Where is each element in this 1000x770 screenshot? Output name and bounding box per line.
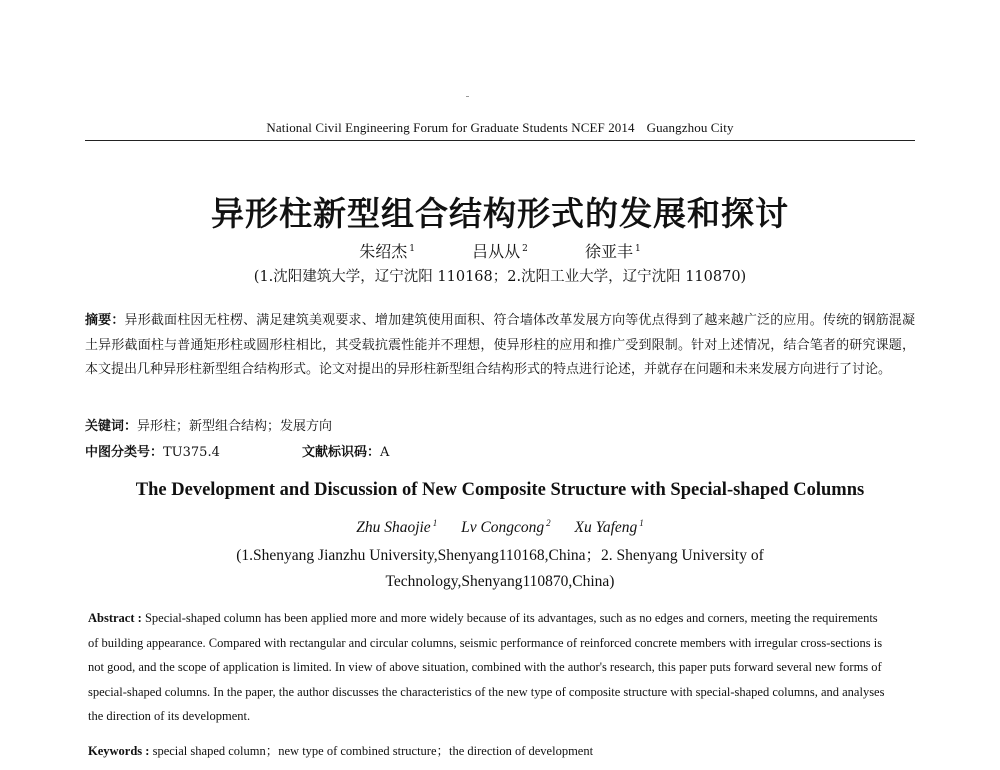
clc-value: TU375.4 (163, 445, 220, 460)
keywords-label-en: Keywords : (88, 744, 150, 758)
abstract-cn (85, 309, 915, 383)
abstract-text-en: Special-shaped column has been applied more and more widely because of its advantages, such as no edges and corners, meeting the requirements of building appearance. Compared with rectangular and circular columns, seismic performance of reinforced concrete members with irregular cross-sections is not good, and the scope of application is limited. In view of above situation, combined with the author's research, this paper puts forward several new forms of special-shaped columns. In the paper, the author discusses the characteristics of the new type of composite structure with special-shaped columns, and analyses the direction of its development. (88, 611, 885, 723)
doc-code-value: A (380, 445, 390, 460)
keywords-en (88, 741, 918, 759)
abstract-text-cn: 异形截面柱因无柱楞、满足建筑美观要求、增加建筑使用面积、符合墙体改革发展方向等优点得到了越来越广泛的应用。传统的钢筋混凝土异形截面柱与普通矩形柱或圆形柱相比，其受载抗震性能并不理想，使异形柱的应用和推广受到限制。针对上述情况，结合笔者的研究课题，本文提出几种异形柱新型组合结构形式。论文对提出的异形柱新型组合结构形式的特点进行论述，并就存在问题和未来发展方向进行了讨论。 (85, 313, 915, 377)
author-cn: 徐亚丰 $^1$ (584, 242, 641, 261)
author-en: Xu Yafeng $^1$ (574, 518, 644, 537)
affiliation-cn: (1.沈阳建筑大学，辽宁沈阳 110168；2.沈阳工业大学，辽宁沈阳 110870) (253, 269, 747, 285)
header-rule (85, 140, 915, 141)
authors-en (0, 518, 1000, 537)
keywords-text-en: special shaped column；new type of combined structure；the direction of development (152, 744, 594, 758)
affiliation-en (0, 543, 1000, 595)
keywords-cn (85, 415, 915, 434)
abstract-label-en: Abstract : (88, 611, 142, 625)
abstract-en (88, 606, 888, 729)
affiliation-en-line1: (1.Shenyang Jianzhu University,Shenyang110168,China；2. Shenyang University of (236, 547, 764, 564)
author-en: Zhu Shaojie $^1$ (356, 518, 438, 537)
affiliation-en-line2: Technology,Shenyang110870,China) (385, 573, 615, 590)
keywords-text-cn: 异形柱；新型组合结构；发展方向 (137, 419, 333, 434)
author-cn: 吕从从 $^2$ (472, 242, 528, 261)
abstract-label-cn: 摘要： (85, 313, 125, 328)
forum-city: Guangzhou City (646, 120, 734, 135)
author-cn: 朱绍杰 $^1$ (359, 242, 416, 261)
classification-cn (85, 441, 915, 460)
authors-cn (0, 239, 1000, 262)
doc-code-label: 文献标识码： (302, 445, 381, 460)
running-header (0, 120, 1000, 136)
keywords-label-cn: 关键词： (85, 419, 138, 434)
forum-name: National Civil Engineering Forum for Graduate Students NCEF 2014 (266, 120, 635, 135)
author-en: Lv Congcong $^2$ (461, 518, 551, 537)
scan-artifact-dot (466, 96, 469, 97)
paper-title-en: The Development and Discussion of New Composite Structure with Special-shaped Columns (135, 480, 865, 500)
clc-label: 中图分类号： (85, 445, 164, 460)
paper-title-cn: 异形柱新型组合结构形式的发展和探讨 (211, 194, 789, 233)
